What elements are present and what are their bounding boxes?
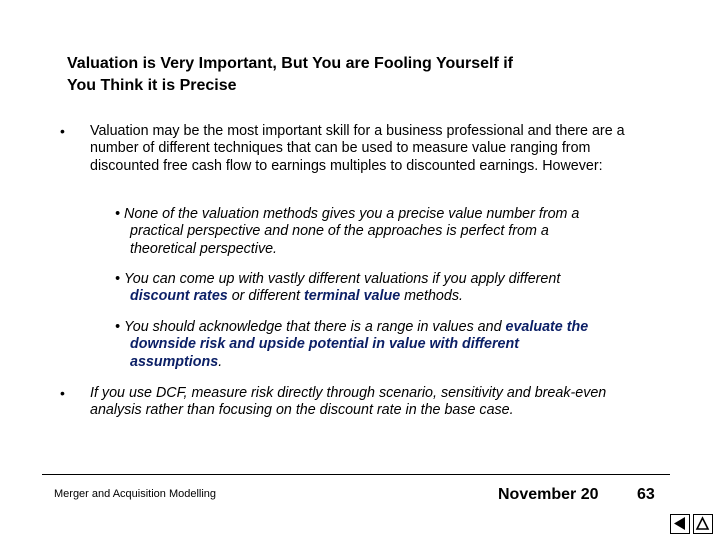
nav-previous-button[interactable] bbox=[670, 514, 690, 534]
terminal-value-emphasis: terminal value bbox=[304, 288, 401, 305]
previous-icon bbox=[671, 515, 688, 532]
sub-bullet-2-text-3: methods. bbox=[400, 288, 463, 305]
sub-bullet-2-text-1: You can come up with vastly different valuations if you apply different bbox=[124, 271, 561, 287]
sub-bullet-2-marker: • bbox=[115, 271, 121, 287]
discount-rates-emphasis: discount rates bbox=[130, 288, 228, 305]
sub-bullet-2-text-2: or different bbox=[227, 288, 305, 305]
slide-title-line-1: Valuation is Very Important, But You are Fooling Yourself if bbox=[67, 55, 513, 72]
slide-title-line-2: You Think it is Precise bbox=[67, 77, 237, 94]
sub-bullet-3-text-2: . bbox=[218, 353, 223, 370]
downside-risk-emphasis: evaluate the downside risk and upside potential in value with different assumptions bbox=[130, 319, 589, 370]
bullet-2-marker: • bbox=[60, 385, 65, 401]
footer-page-number: 63 bbox=[637, 486, 655, 503]
nav-home-button-visible[interactable] bbox=[693, 514, 713, 534]
footer-divider bbox=[42, 474, 670, 475]
bullet-2 bbox=[60, 385, 630, 420]
bullet-1-marker: • bbox=[60, 123, 65, 139]
bullet-1-text: Valuation may be the most important skill for a business professional and there are a number of different techniques that can be used to measure value ranging from discounted free cash flow to earnings multiples to discounted earnings. However: bbox=[90, 123, 625, 174]
sub-bullet-2 bbox=[115, 271, 615, 306]
sub-bullet-3 bbox=[115, 319, 615, 371]
sub-bullet-1-text: None of the valuation methods gives you a precise value number from a practical perspective and none of the approaches is perfect from a theoretical perspective. bbox=[124, 206, 580, 257]
sub-bullet-1 bbox=[115, 206, 615, 258]
sub-bullet-3-marker: • bbox=[115, 319, 121, 335]
footer-course-title: Merger and Acquisition Modelling bbox=[54, 488, 217, 500]
sub-bullet-1-marker: • bbox=[115, 206, 121, 222]
bullet-2-text: If you use DCF, measure risk directly through scenario, sensitivity and break-even analysis rather than focusing on the discount rate in the base case. bbox=[90, 385, 607, 419]
home-icon bbox=[694, 515, 711, 532]
slide-title bbox=[67, 53, 667, 97]
footer-date: November 20 bbox=[498, 486, 599, 503]
sub-bullet-3-text-1: You should acknowledge that there is a range in values and bbox=[124, 319, 506, 335]
bullet-1 bbox=[60, 123, 630, 175]
